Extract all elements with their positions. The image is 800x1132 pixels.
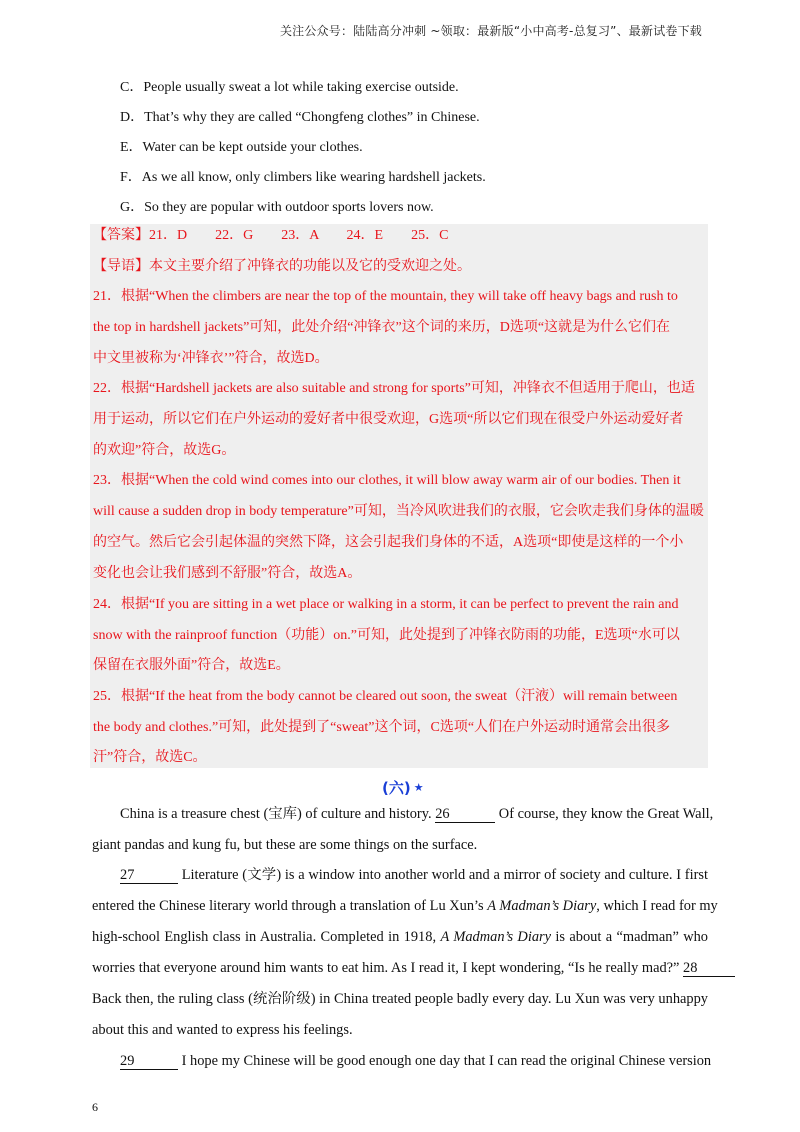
explanation-line: 变化也会让我们感到不舒服”符合，故选A。 <box>93 566 362 581</box>
passage-text: is about a “madman” who <box>555 929 709 945</box>
passage-text: high-school English class in Australia. Completed in 1918, <box>92 929 437 945</box>
explanation-line: 的欢迎”符合，故选G。 <box>93 443 236 458</box>
section-title-text: (六) <box>382 779 411 797</box>
explanation-line: 汗”符合，故选C。 <box>93 750 207 765</box>
passage-line: Back then, the ruling class (统治阶级) in China treated people badly every day. Lu Xun was very unhappy <box>92 991 708 1007</box>
explanation-line: the body and clothes.”可知，此处提到了“sweat”这个词，C选项“人们在户外运动时通常会出很多 <box>93 720 671 735</box>
explanation-line: 保留在衣服外面”符合，故选E。 <box>93 658 290 673</box>
guide-line: 【导语】本文主要介绍了冲锋衣的功能以及它的受欢迎之处。 <box>93 259 471 274</box>
passage-line <box>92 896 718 916</box>
passage-line <box>120 865 708 885</box>
blank-28[interactable]: 28 <box>683 960 735 977</box>
passage-line: about this and wanted to express his feelings. <box>92 1022 353 1038</box>
option-f: F．As we all know, only climbers like wearing hardshell jackets. <box>120 170 486 185</box>
answer-key-line: 【答案】21．D 22．G 23．A 24．E 25．C <box>93 228 449 243</box>
blank-29[interactable]: 29 <box>120 1053 178 1070</box>
passage-line <box>92 927 708 947</box>
book-title: A Madman’s Diary <box>487 898 597 914</box>
explanation-line: the top in hardshell jackets”可知，此处介绍“冲锋衣”这个词的来历，D选项“这就是为什么它们在 <box>93 320 671 335</box>
explanation-line: 25．根据“If the heat from the body cannot be cleared out soon, the sweat（汗液）will remain between <box>93 689 678 704</box>
passage-line: giant pandas and kung fu, but these are some things on the surface. <box>92 837 478 853</box>
passage-text: , which I read for my <box>596 898 718 914</box>
blank-26[interactable]: 26 <box>435 806 495 823</box>
section-title <box>382 777 424 798</box>
blank-27[interactable]: 27 <box>120 867 178 884</box>
option-d: D．That’s why they are called “Chongfeng clothes” in Chinese. <box>120 110 480 125</box>
option-g: G．So they are popular with outdoor sports lovers now. <box>120 200 434 215</box>
explanation-line: 23．根据“When the cold wind comes into our clothes, it will blow away warm air of our bodies. Then it <box>93 473 681 488</box>
passage-text: worries that everyone around him wants to eat him. As I read it, I kept wondering, “Is he really mad?” <box>92 960 680 976</box>
book-title: A Madman’s Diary <box>440 929 552 945</box>
passage-text: China is a treasure chest (宝库) of culture and history. <box>120 806 432 822</box>
explanation-line: snow with the rainproof function（功能）on.”可知，此处提到了冲锋衣防雨的功能，E选项“水可以 <box>93 628 680 643</box>
explanation-line: 中文里被称为‘冲锋衣’”符合，故选D。 <box>93 351 329 366</box>
passage-text: entered the Chinese literary world through a translation of Lu Xun’s <box>92 898 484 914</box>
explanation-line: 的空气。然后它会引起体温的突然下降，这会引起我们身体的不适，A选项“即使是这样的一个小 <box>93 535 684 550</box>
passage-line <box>120 804 714 824</box>
passage-line <box>92 958 708 978</box>
explanation-line: will cause a sudden drop in body temperature”可知，当冷风吹进我们的衣服，它会吹走我们身体的温暖 <box>93 504 704 519</box>
option-c: C．People usually sweat a lot while taking exercise outside. <box>120 80 459 95</box>
page-number: 6 <box>92 1100 98 1114</box>
explanation-line: 24．根据“If you are sitting in a wet place or walking in a storm, it can be perfect to prevent the rain and <box>93 597 679 612</box>
explanation-line: 用于运动，所以它们在户外运动的爱好者中很受欢迎，G选项“所以它们现在很受户外运动爱好者 <box>93 412 684 427</box>
star-icon: ★ <box>413 781 424 794</box>
passage-line <box>120 1051 712 1071</box>
passage-text: Of course, they know the Great Wall, <box>498 806 714 822</box>
passage-text: Literature (文学) is a window into another world and a mirror of society and culture. I first <box>181 867 708 883</box>
page-header: 关注公众号：陆陆高分冲刺 ~领取：最新版“小中高考-总复习”、最新试卷下载 <box>279 24 702 38</box>
option-e: E．Water can be kept outside your clothes. <box>120 140 363 155</box>
passage-text: I hope my Chinese will be good enough one day that I can read the original Chinese version <box>181 1053 712 1069</box>
explanation-line: 21．根据“When the climbers are near the top of the mountain, they will take off heavy bags and rush to <box>93 289 678 304</box>
explanation-line: 22．根据“Hardshell jackets are also suitable and strong for sports”可知，冲锋衣不但适用于爬山，也适 <box>93 381 695 396</box>
